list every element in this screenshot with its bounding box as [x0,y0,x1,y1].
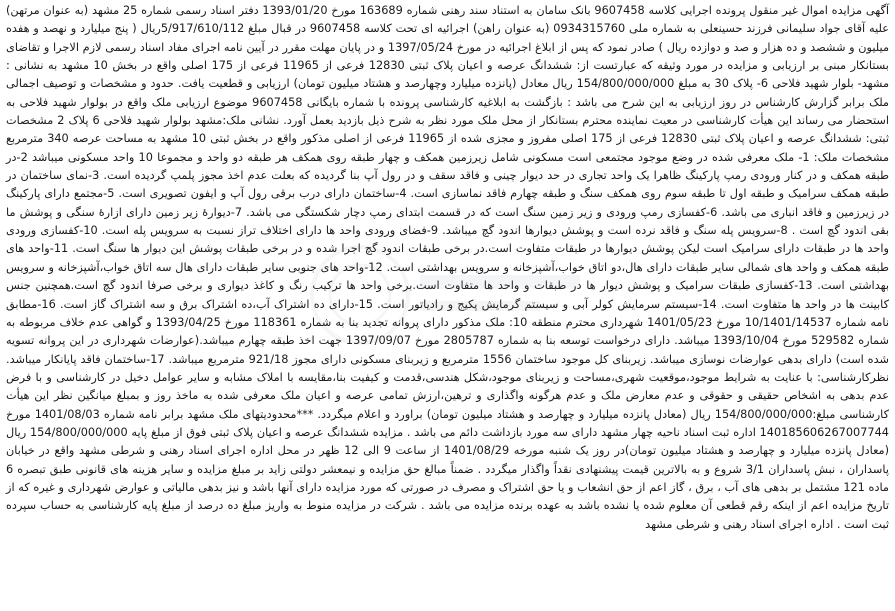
auction-notice-body: آگهی مزایده اموال غیر منقول پرونده اجرایی کلاسه 9607458 بانک سامان به استناد سند رهنی شماره 163689 مورخ 1393/01/20 دفتر اسناد رسمی شماره 25 مشهد (به عنوان مرتهن) علیه آقای جواد سلیمانی فرزند حسینعلی به شماره ملی 0934315760 (به عنوان راهن) اجرائیه ای تحت کلاسه 9607458 در قبال مبلغ 5/917/610/112ریال ( پنج میلیارد و نهصد و هفده میلیون و ششصد و ده هزار و صد و دوازده ریال ) صادر نمود که پس از ابلاغ اجرائیه در مورخ 1397/05/24 و در پایان مهلت مقرر در آیین نامه اجرای مفاد اسناد رسمی لازم الاجرا و تقاضای بستانکار مبنی بر ارزیابی و مزایده در مورد وثیقه که عبارتست از: ششدانگ عرصه و اعیان پلاک ثبتی 12830 فرعی از 11965 فرعی از 175 اصلی واقع در بخش 10 مشهد به نشانی : مشهد- بلوار شهید فلاحی 6- پلاک 30 به مبلغ 154/800/000/000 ریال معادل (پانزده میلیارد وچهارصد و هشتاد میلیون تومان) ارزیابی و قطعیت یافت. حدود و مشخصات و توصیف اجمالی ملک برابر گزارش کارشناس در روز ارزیابی به این شرح می باشد : بازگشت به ابلاغیه کارشناسی پرونده با شماره بایگانی 9607458 موضوع ارزیابی ملک واقع در بولوار شهید فلاحی به استحضار می رساند این هیأت کارشناسی در معیت نماینده محترم بستانکار از محل ملک مورد نظر به شرح ذیل بازدید بعمل آورد. نشانی ملک:مشهد بولوار شهید فلاحی 6 پلاک 2 مشخصات ثبتی: ششدانگ عرصه و اعیان پلاک ثبتی 12830 فرعی از 175 اصلی مفروز و مجزی شده از 11965 فرعی از اصلی مذکور واقع در بخش ثبتی 10 مشهد به مساحت عرصه 340 مترمربع مشخصات ملک: 1- ملک معرفی شده در وضع موجود مجتمعی است مسکونی شامل زیرزمین همکف و چهار طبقه روی همکف هر طبقه دو واحد و مجموعا 10 واحد مسکونی میباشد 2-در طبقه همکف و در کنار ورودی رمپ پارکینگ ظاهرا یک واحد تجاری در حد دیوار چینی و فاقد سقف و در رول آپ بنا گردیده که بعلت عدم اخذ مجوز پلمپ گردیده است. 3-نمای ساختمان در طبقه همکف سرامیک و طبقه اول تا طبقه سوم روی همکف سنگ و طبقه چهارم فاقد نماسازی است. 4-ساختمان دارای درب برقی رول آپ و ایفون تصویری است. 5-مجتمع دارای پارکینگ در زیرزمین و فاقد انباری می باشد. 6-کفسازی رمپ ورودی و زیر زمین سنگ است که در قسمت ابتدای رمپ دچار شکستگی می باشد. 7-دیوارۀ زیر زمین دارای ازارۀ سنگی و پوشش ما بقی اندود گچ است . 8-سرویس پله سنگ و فاقد نرده است و پوشش دیوارها اندود گچ میباشد. 9-فضای ورودی واحد ها دارای اختلاف تراز نسبت به سرویس پله است. 10-کفسازی ورودی واحد ها در طبقات دارای سرامیک است لیکن پوشش دیوارها در طبقات متفاوت است.در برخی طبقات اندود گچ اجرا شده و در برخی طبقات پوشش این دیوار ها سنگ است. 11-واحد های طبقه همکف و واحد های شمالی سایر طبقات دارای هال،دو اتاق خواب،آشپزخانه و سرویس بهداشتی است. 12-واحد های جنوبی سایر طبقات دارای هال سه اتاق خواب،آشپزخانه و سرویس بهداشتی است. 13-کفسازی طبقات سرامیک و پوشش دیوار ها در طبقات و واحد ها متفاوت است.برخی واحد ها ترکیب رنگ و کاغذ دیواری و برخی صرفا اندود گچ است.همچنین جنس کابینت ها در واحد ها متفاوت است. 14-سیستم سرمایش کولر آبی و سیستم گرمایش پکیج و رادیاتور است. 15-دارای ده اشتراک آب،ده اشتراک برق و سه اشتراک گاز است. 16-مطابق نامه شماره 10/1401/14537 مورخ 1401/05/23 شهرداری محترم منطقه 10: ملک مذکور دارای پروانه تجدید بنا به شماره 118361 مورخ 1393/04/25 و گواهی عدم خلاف مربوطه به شماره 529582 مورخ 1393/10/04 میباشد. دارای درخواست توسعه بنا به شماره 2805787 مورخ 1397/09/07 جهت اخذ طبقه چهارم میباشد.(عوارضات شهرداری در این پروانه تسویه شده است) دارای بدهی عوارضات نوسازی میباشد. زیربنای کل موجود ساختمان 1556 مترمربع و زیربنای مسکونی دارای مجوز 921/18 مترمربع میباشد. 17-ساختمان فاقد پایانکار میباشد. نظرکارشناسی: با عنایت به شرایط موجود،موقعیت شهری،مساحت و زیربنای موجود،شکل هندسی،قدمت و کیفیت بنا،مقایسه با املاک مشابه و سایر عوامل دخیل در کارشناسی و با فرض عدم بدهی به اشخاص حقیقی و حقوقی و عدم معارض ملک و عدم هرگونه واگذاری و ترهین،ارزش تمامی عرصه و اعیان ملک معرفی شده به ماخذ روز و بمبلغ میانگین نظر این هیأت کارشناسی مبلغ:154/800/000/000 ریال (معادل پانزده میلیارد و چهارصد و هشتاد میلیون تومان) براورد و اعلام میگردد. ***محدودیتهای ملک مشهد برابر نامه شماره 1401/08/03 مورخ 140185606267007744 اداره ثبت اسناد ناحیه چهار مشهد دارای سه مورد بازداشت دائم می باشد . مزایده ششدانگ عرصه و اعیان پلاک ثبتی فوق از مبلغ پایه 154/800/000/000 ریال (معادل پانزده میلیارد و چهارصد و هشتاد میلیون تومان)در روز یک شنبه مورخه 1401/08/29 از ساعت 9 الی 12 ظهر در محل اداره اجرای اسناد رهنی و شرطی مشهد واقع در خیابان پاسداران ، نبش پاسداران 3/1 شروع و به بالاترین قیمت پیشنهادی نقداً واگذار میگردد . ضمناً مبالغ حق مزایده و نیمعشر دولتی زاید بر مبلغ مزایده و سایر هزینه های قانونی طبق تبصره 6 ماده 121 مشتمل بر بدهی های آب ، برق ، گاز اعم از حق انشعاب و یا حق اشتراک و مصرف در صورتی که مورد مزایده دارای آنها باشد و نیز بدهی مالیاتی و عوارض شهرداری و غیره که از تاریخ مزایده اعم از اینکه رقم قطعی آن معلوم شده یا نشده باشد به عهده برنده مزایده می باشد . شرکت در مزایده منوط به واریز مبلغ ده درصد از مبلغ پایه کارشناسی به حساب سپرده ثبت است . اداره اجرای اسناد رهنی و شرطی مشهد [6,4,890,531]
